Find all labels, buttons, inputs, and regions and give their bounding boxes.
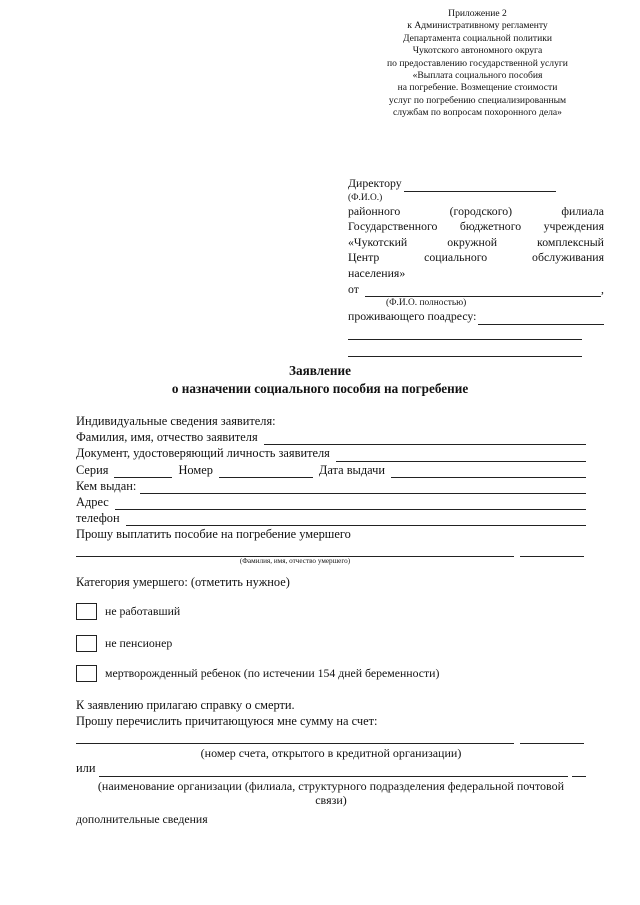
population-line: населения» [348, 265, 406, 280]
from-comma: , [601, 281, 604, 296]
residing-label: проживающего поадресу: [348, 309, 477, 324]
category-option-not-pensioner[interactable] [76, 635, 172, 652]
institution-line: Государственного бюджетного учреждения [348, 219, 604, 234]
deceased-fio-field-extra[interactable] [520, 549, 584, 557]
organization-hint-end: связи) [315, 792, 347, 807]
applicant-fio-field[interactable] [365, 285, 601, 297]
address-row [76, 494, 586, 510]
branch-line: районного (городского) филиала [348, 203, 604, 218]
category-option-not-working[interactable] [76, 603, 180, 620]
category-option-label: не работавший [105, 604, 181, 618]
center-type-line: Центр социального обслуживания [348, 250, 604, 265]
appendix-line: на погребение. Возмещение стоимости [397, 82, 558, 94]
from-label: от [348, 281, 359, 296]
issued-by-label: Кем выдан: [76, 478, 137, 493]
deceased-fio-field[interactable] [76, 549, 514, 557]
passport-row [76, 462, 586, 478]
fio-hint: (Ф.И.О.) [348, 192, 383, 203]
appendix-line: к Административному регламенту [407, 20, 548, 32]
document-field[interactable] [336, 450, 586, 462]
fio-field[interactable] [264, 433, 586, 445]
or-label: или [76, 761, 96, 776]
director-fio-field[interactable] [404, 180, 556, 192]
residing-row [348, 309, 604, 325]
phone-label: телефон [76, 511, 120, 526]
applicant-heading: Индивидуальные сведения заявителя: [76, 414, 276, 428]
appendix-line: услуг по погребению специализированным [388, 94, 567, 106]
center-name-line: «Чукотский окружной комплексный [348, 234, 604, 249]
organization-hint: (наименование организации (филиала, структурного подразделения федеральной почтовой [97, 778, 565, 793]
request-line: Прошу выплатить пособие на погребение умершего [76, 527, 351, 542]
category-option-label: не пенсионер [105, 636, 173, 650]
category-heading: Категория умершего: (отметить нужное) [76, 575, 290, 589]
or-row [76, 760, 586, 776]
number-label: Номер [178, 462, 213, 477]
director-label: Директору [348, 176, 402, 190]
account-row [76, 735, 586, 744]
organization-field[interactable] [99, 765, 568, 777]
additional-info-label: дополнительные сведения [76, 811, 208, 826]
document-title: Заявление [289, 363, 351, 378]
from-row [348, 282, 604, 298]
fio-row [76, 429, 586, 445]
appendix-header [360, 8, 595, 120]
series-label: Серия [76, 462, 109, 477]
issued-by-field[interactable] [140, 482, 586, 494]
organization-field-extra[interactable] [572, 765, 586, 777]
appendix-line: Чукотского автономного округа [412, 45, 543, 57]
category-option-stillborn[interactable] [76, 665, 439, 682]
appendix-line: Приложение 2 [448, 8, 507, 19]
director-row [348, 176, 604, 192]
checkbox[interactable] [76, 665, 97, 682]
appendix-line: службам по вопросам похоронного дела» [393, 107, 562, 119]
document-row [76, 445, 586, 461]
appendix-line: «Выплата социального пособия [412, 70, 543, 82]
address-field-3[interactable] [348, 346, 582, 357]
phone-row [76, 510, 586, 526]
checkbox[interactable] [76, 603, 97, 620]
number-field[interactable] [219, 466, 313, 478]
account-hint: (номер счета, открытого в кредитной организации) [200, 746, 462, 761]
transfer-line: Прошу перечислить причитающуюся мне сумму на счет: [76, 714, 378, 729]
issue-date-field[interactable] [391, 466, 586, 478]
category-option-label: мертворожденный ребенок (по истечении 154 дней беременности) [105, 666, 440, 680]
payment-section [76, 697, 586, 827]
address-field[interactable] [115, 498, 586, 510]
deceased-row [76, 549, 586, 557]
address-field-1[interactable] [478, 313, 604, 325]
account-number-field-extra[interactable] [520, 735, 584, 744]
document-label: Документ, удостоверяющий личность заявителя [76, 446, 330, 461]
appendix-line: по предоставлению государственной услуги [387, 57, 568, 69]
series-field[interactable] [114, 466, 172, 478]
issue-date-label: Дата выдачи [318, 462, 386, 477]
checkbox[interactable] [76, 635, 97, 652]
document-subtitle: о назначении социального пособия на погребение [171, 381, 469, 396]
attach-line: К заявлению прилагаю справку о смерти. [76, 698, 295, 712]
address-field-2[interactable] [348, 329, 582, 340]
fio-label: Фамилия, имя, отчество заявителя [76, 430, 258, 445]
phone-field[interactable] [126, 514, 586, 526]
issued-by-row [76, 478, 586, 494]
full-fio-hint: (Ф.И.О. полностью) [386, 298, 467, 309]
appendix-line: Департамента социальной политики [402, 32, 553, 44]
address-label: Адрес [76, 495, 109, 510]
account-number-field[interactable] [76, 735, 514, 744]
deceased-hint: (Фамилия, имя, отчество умершего) [239, 556, 351, 565]
applicant-section [76, 413, 586, 566]
addressee-block [348, 176, 604, 357]
